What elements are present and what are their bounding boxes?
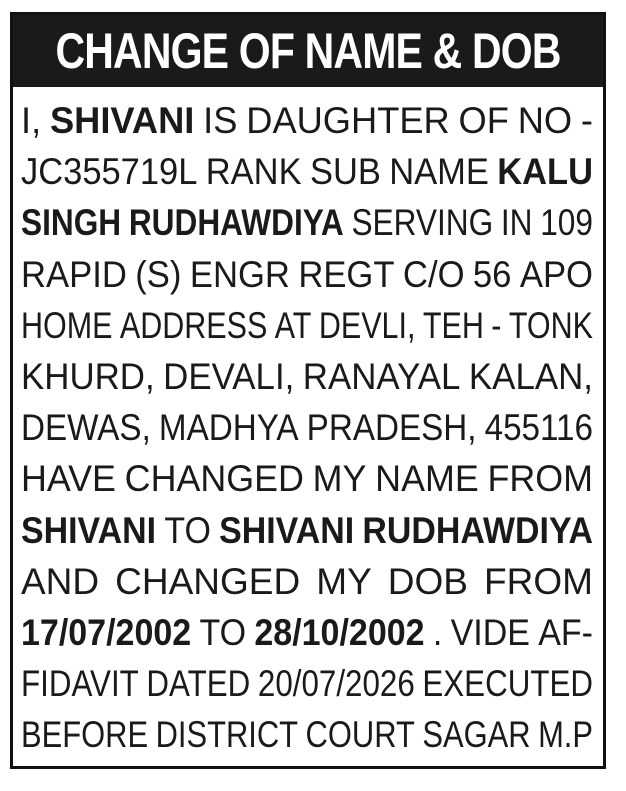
word: ADDRESS	[119, 304, 268, 346]
word: FROM	[487, 458, 594, 500]
bold-word: 17/07/2002	[21, 611, 192, 653]
notice-line	[21, 556, 593, 607]
word: .	[432, 611, 443, 653]
bold-word: RUDHAWDIYA	[128, 202, 344, 244]
word: IN	[500, 202, 533, 244]
word: OF	[458, 100, 509, 141]
word: TO	[199, 611, 247, 653]
word: AND	[21, 560, 100, 602]
notice-line	[21, 300, 593, 351]
word: JC355719L	[21, 151, 198, 193]
word: DOB	[387, 560, 468, 602]
word: NO	[517, 100, 573, 141]
word: DISTRICT	[155, 714, 299, 756]
word: MADHYA	[158, 407, 299, 449]
word: RANK	[205, 151, 302, 193]
notice-line	[21, 709, 593, 760]
word: 20/07/2026	[257, 663, 415, 705]
bold-word: SINGH	[21, 202, 122, 244]
word: DEVLI,	[318, 304, 416, 346]
word: FROM	[484, 560, 593, 602]
notice-line	[21, 351, 593, 402]
word: FIDAVIT	[21, 663, 139, 705]
word: 455116	[484, 407, 594, 449]
word: APO	[519, 253, 593, 295]
word: -	[491, 304, 502, 346]
word: SUB	[309, 151, 381, 193]
notice-line	[21, 249, 593, 300]
word: AT	[274, 304, 312, 346]
word: REGT	[298, 253, 395, 295]
word: HAVE	[21, 458, 116, 500]
bold-word: SHIVANI	[21, 509, 157, 551]
notice-line	[21, 453, 593, 504]
word: KALAN,	[468, 355, 593, 397]
notice-heading-banner	[13, 15, 603, 87]
bold-word: KALU	[497, 151, 594, 193]
notice-line	[21, 146, 593, 197]
bold-word: SHIVANI	[219, 509, 355, 551]
word: IS	[203, 100, 238, 141]
word: NAME	[389, 151, 489, 193]
word: 109	[540, 202, 593, 244]
word: I,	[21, 100, 42, 141]
bold-word: SHIVANI	[49, 100, 195, 141]
word: -	[580, 100, 593, 141]
word: DATED	[146, 663, 251, 705]
word: M.P	[538, 714, 594, 756]
word: COURT	[305, 714, 415, 756]
word: DEWAS,	[21, 407, 151, 449]
word: CHANGED	[124, 458, 304, 500]
word: EXECUTED	[422, 663, 594, 705]
classified-notice	[10, 12, 606, 769]
notice-line	[21, 402, 593, 453]
word: TONK	[508, 304, 594, 346]
word: VIDE	[450, 611, 530, 653]
notice-body	[21, 95, 593, 760]
word: SAGAR	[422, 714, 531, 756]
word: KHURD,	[21, 355, 155, 397]
word: DEVALI,	[163, 355, 295, 397]
notice-line	[21, 607, 593, 658]
word: RANAYAL	[302, 355, 461, 397]
word: C/O	[402, 253, 465, 295]
word: MY	[316, 560, 372, 602]
word: SERVING	[351, 202, 494, 244]
notice-line	[21, 197, 593, 248]
word: BEFORE	[21, 714, 149, 756]
notice-line	[21, 505, 593, 556]
notice-line	[21, 95, 593, 146]
word: RAPID	[21, 253, 127, 295]
bold-word: 28/10/2002	[254, 611, 425, 653]
word: (S)	[135, 253, 182, 295]
word: MY	[312, 458, 367, 500]
word: TO	[164, 509, 211, 551]
word: HOME	[21, 304, 113, 346]
word: NAME	[375, 458, 479, 500]
notice-heading: CHANGE OF NAME & DOB	[55, 23, 561, 79]
bold-word: RUDHAWDIYA	[362, 509, 593, 551]
notice-line	[21, 658, 593, 709]
word: CHANGED	[115, 560, 301, 602]
word: TEH	[422, 304, 484, 346]
word: PRADESH,	[306, 407, 477, 449]
word: DAUGHTER	[246, 100, 450, 141]
word: 56	[472, 253, 512, 295]
word: ENGR	[189, 253, 290, 295]
word: AF-	[538, 611, 593, 653]
